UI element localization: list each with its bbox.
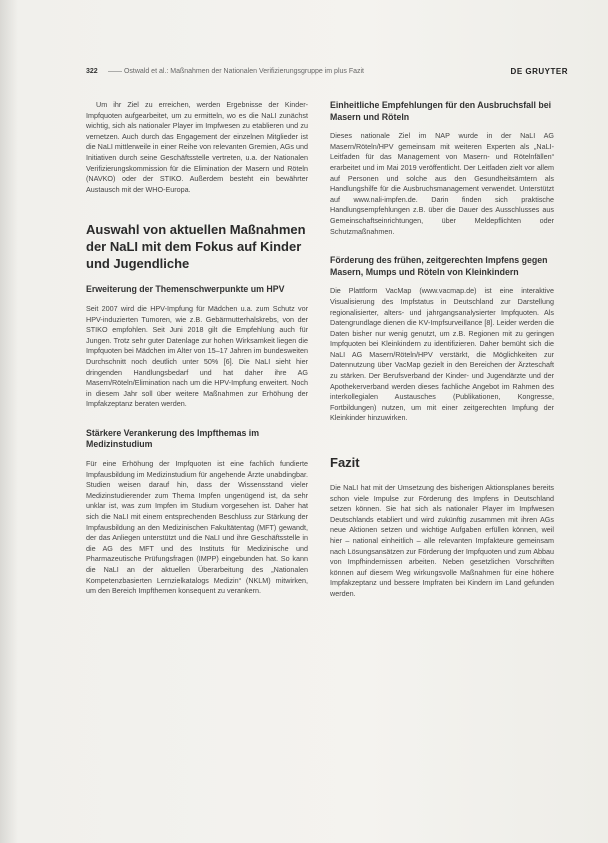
paragraph-ausbruchsfall: Dieses nationale Ziel im NAP wurde in der NaLI AG Masern/Röteln/HPV gemeinsam mit weiteren Experten als „NaLI-Leitfaden für das Management von Masern- und Rötelnfällen“ erarbeitet und im Mai 2019 veröffentlicht. Der Leitfaden zielt vor allem auf Personen und solche aus den Gesundheitsämtern als Handlungshilfe für die Ausbruchsmanagement verwendet. Unterstützt auf www.nali-impfen.de. Darin finden sich praktische Handlungsempfehlungen z.B. über die Dauer des Ausschlusses aus Gemeinschaftseinrichtungen, über Meldepflichten oder Schutzmaßnahmen.: [330, 131, 554, 236]
subsection-heading-kleinkinder: Förderung des frühen, zeitgerechten Impfens gegen Masern, Mumps und Röteln von Kleinkindern: [330, 255, 548, 277]
page-number: 322: [86, 68, 98, 75]
paragraph-kleinkinder: Die Plattform VacMap (www.vacmap.de) ist eine interaktive Visualisierung des Impfstatus in Deutschland zur Darstellung regionalisierter, alters- und jahrgangsanalysierter Impfquoten. Als Datengrundlage dienen die KV-Impfsurveillance [8]. Leider werden die Daten bisher nur wenig genutzt, um z.B. Regionen mit zu geringen Impfquoten bei Kleinkindern zu identifizieren. Daher bemüht sich die NaLI AG Masern/Röteln/HPV verstärkt, die Möglichkeiten zur Datennutzung über VacMap gezielt in den Bereichen der Ärzteschaft zu stärken. Der Berufsverband der Kinder- und Jugendärzte und der Apothekerverband werden dieses fachliche Angebot im Rahmen des interkollegialen Austausches (Publikationen, Kongresse, Fortbildungen) nutzen, um mit einer zeitgerechten Impfung der Kleinkinder hinzuwirken.: [330, 286, 554, 423]
paragraph-hpv: Seit 2007 wird die HPV-Impfung für Mädchen u.a. zum Schutz vor HPV-induzierten Tumoren, wie z.B. Gebärmutterhalskrebs, von der STIKO empfohlen. Seit Juni 2018 gilt die Empfehlung auch für Jungen. Trotz sehr guter Datenlage zur hohen Wirksamkeit liegen die Impfquoten bei Mädchen im Alter von 15–17 Jahren im bundesweiten Durchschnitt noch deutlich unter 50% [6]. Die NaLI sieht hier dringenden Handlungsbedarf und hat daher ihre AG Masern/Röteln/Elimination nach um die HPV-Impfung erweitert. Noch in diesem Jahr soll über weitere Maßnahmen zur Erhöhung der Impfakzeptanz beraten werden.: [86, 303, 308, 409]
paragraph-medizinstudium: Für eine Erhöhung der Impfquoten ist eine fachlich fundierte Impfausbildung im Medizinstudium für angehende Ärzte unabdingbar. Studien weisen darauf hin, dass der Wissensstand vieler Medizinstudierender zum Thema Impfen ungenügend ist, da sehr unklar ist, was zum Impfen im Studium vorgesehen ist. Daher hat sich die NaLI mit einem entsprechenden Beschluss zur Stärkung der Impfausbildung an den Medizinischen Fakultätentag (MFT) gewandt, der das Anliegen unterstützt und die NaLI und ihre Geschäftsstelle in die AG des MFT und des Instituts für Medizinische und Pharmazeutische Prüfungsfragen (IMPP) eingebunden hat. So kann die NaLI an der aktuellen Überarbeitung des „Nationalen Kompetenzbasierten Lernzielkatalogs Medizin“ (NKLM) mitwirken, um den Bereich Impfthemen konsequent zu verankern.: [86, 459, 308, 596]
paragraph-fazit: Die NaLI hat mit der Umsetzung des bisherigen Aktionsplanes bereits schon viele Impulse zur Förderung des Impfens in Deutschland setzen können. Sie hat sich als nationaler Player im Impfwesen Deutschlands etabliert und wird zukünftig zusammen mit ihren AGs neue Aktionen setzen und wichtige Aufgaben erfüllen können, weil hier – national einheitlich – alle relevanten Impfakteure gemeinsam nach Lösungsansätzen zur Förderung der Impfquoten und zum Abbau von Impfhindernissen arbeiten. Neben gesetzlichen Vorschriften können auf diesem Weg wirkungsvolle Maßnahmen für eine höhere Impfakzeptanz und bessere Impfraten bei Kindern im Land gefunden werden.: [330, 483, 554, 598]
publisher-logo: DE GRUYTER: [510, 67, 568, 76]
intro-paragraph: Um ihr Ziel zu erreichen, werden Ergebnisse der Kinder-Impfquoten aufgearbeitet, um zu ermitteln, wo es die NaLI zunächst wichtig, sich als nationaler Player im Impfwesen zu etablieren und zu vernetzen. Auch durch das Engagement der einzelnen Mitglieder ist die NaLI mittlerweile in einer Reihe von relevanten Gremien, AGs und Initiativen durch seine Geschäftsstelle vertreten, u.a. der Nationalen Verifizierungskommission für die Elimination der Masern und Röteln (NAVKO) oder der STIKO. Außerdem besteht ein bewährter Austausch mit der WHO-Europa.: [86, 100, 308, 194]
running-header: [86, 68, 568, 80]
subsection-heading-ausbruchsfall: Einheitliche Empfehlungen für den Ausbruchsfall bei Masern und Röteln: [330, 100, 552, 122]
left-column: [86, 100, 308, 597]
section-heading: Auswahl von aktuellen Maßnahmen der NaLI mit dem Fokus auf Kinder und Jugendliche: [86, 222, 306, 272]
subsection-heading-hpv: Erweiterung der Themenschwerpunkte um HPV: [86, 284, 285, 295]
running-title: —— Ostwald et al.: Maßnahmen der Nationalen Verifizierungsgruppe im plus Fazit: [108, 68, 365, 75]
fazit-heading: Fazit: [330, 455, 360, 471]
right-column: [330, 100, 554, 600]
subsection-heading-medizinstudium: Stärkere Verankerung des Impfthemas im Medizinstudium: [86, 427, 260, 450]
